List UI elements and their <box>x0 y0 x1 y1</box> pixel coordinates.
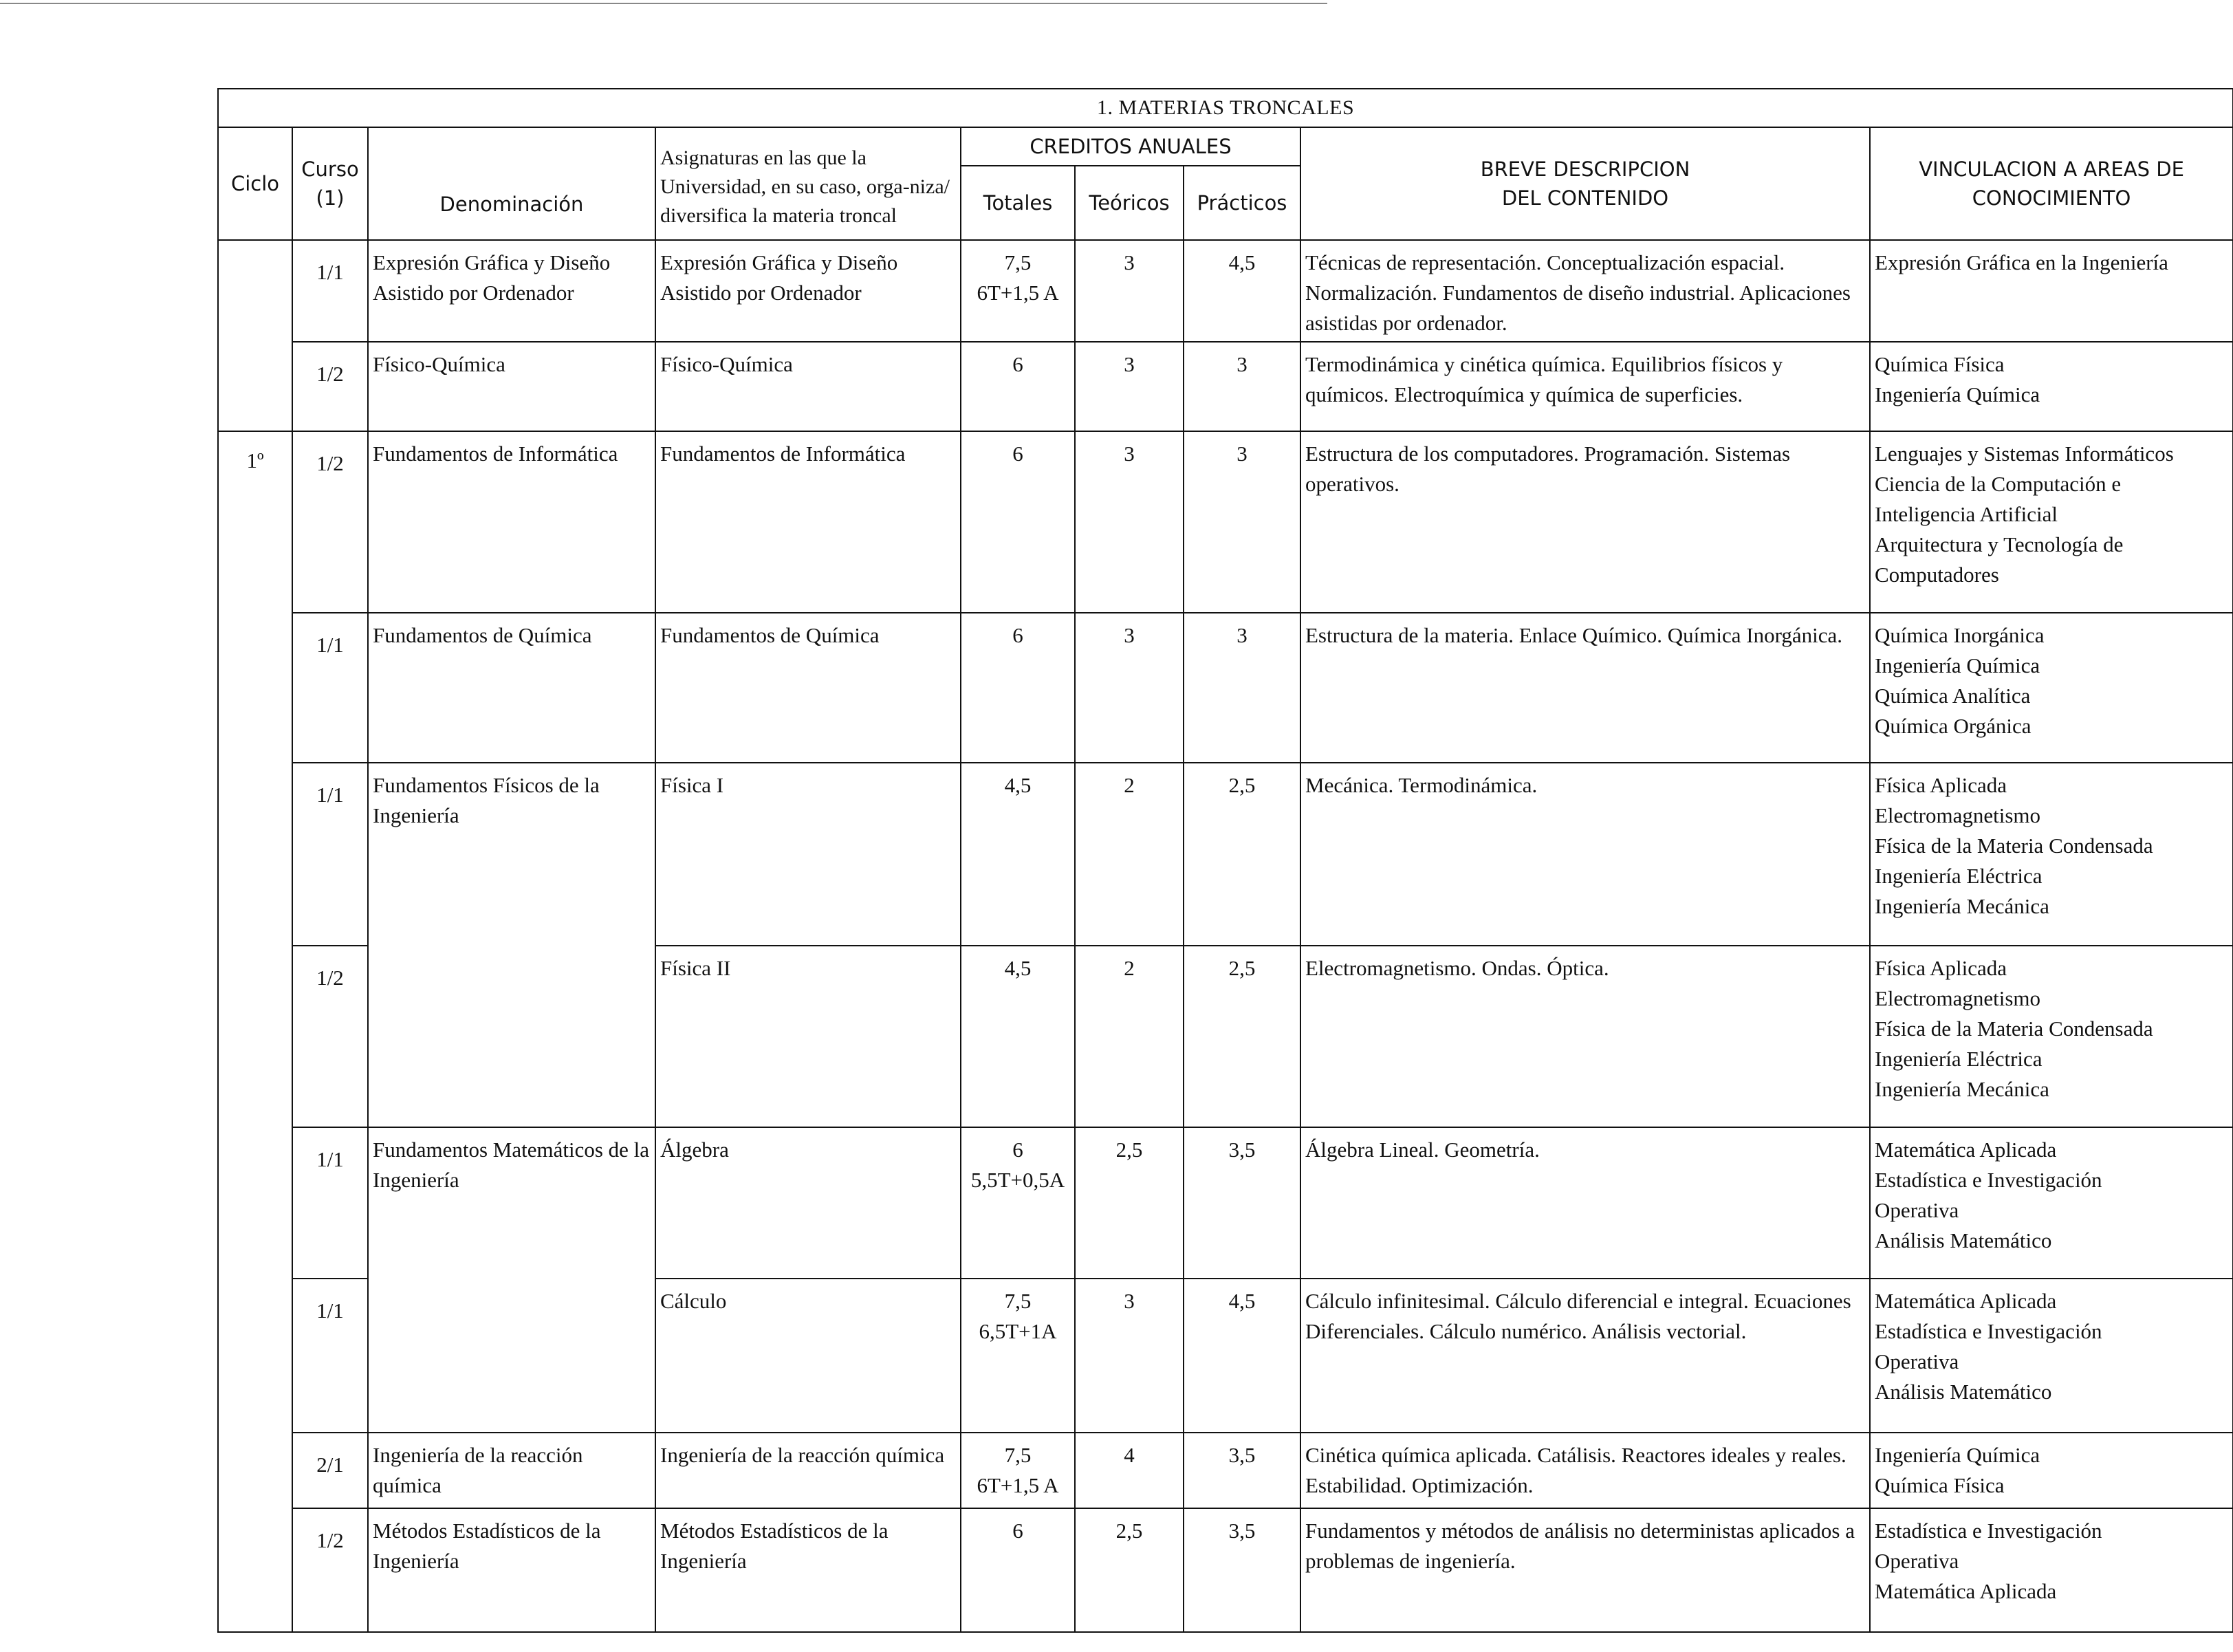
table-title: 1. MATERIAS TRONCALES <box>218 89 2233 127</box>
curso-cell: 1/2 <box>292 342 368 431</box>
area-item: Química Física <box>1875 352 2005 376</box>
table-row <box>218 613 2233 763</box>
totales-cell: 6 <box>961 342 1075 431</box>
asignatura-cell: Fundamentos de Química <box>655 613 961 763</box>
denominacion-cell: Fundamentos de Química <box>368 613 655 763</box>
areas-cell <box>1870 431 2233 613</box>
ciclo-cell: 1º <box>218 431 292 1632</box>
areas-cell <box>1870 1433 2233 1508</box>
teoricos-cell: 2,5 <box>1075 1508 1184 1632</box>
area-item: Operativa <box>1875 1349 1959 1373</box>
area-item: Operativa <box>1875 1198 1959 1222</box>
denominacion-cell: Métodos Estadísticos de la Ingeniería <box>368 1508 655 1632</box>
areas-cell <box>1870 240 2233 342</box>
areas-cell <box>1870 1127 2233 1279</box>
asignatura-cell: Métodos Estadísticos de la Ingeniería <box>655 1508 961 1632</box>
totales-cell: 4,5 <box>961 763 1075 946</box>
curso-cell: 1/1 <box>292 613 368 763</box>
area-item: Electromagnetismo <box>1875 803 2041 827</box>
totales-cell: 6 <box>961 613 1075 763</box>
curso-cell: 1/1 <box>292 240 368 342</box>
descripcion-cell: Electromagnetismo. Ondas. Óptica. <box>1300 946 1870 1127</box>
descripcion-cell: Fundamentos y métodos de análisis no deterministas aplicados a problemas de ingeniería. <box>1300 1508 1870 1632</box>
area-item: Matemática Aplicada <box>1875 1289 2057 1313</box>
areas-cell <box>1870 763 2233 946</box>
teoricos-cell: 3 <box>1075 1279 1184 1433</box>
header-ciclo: Ciclo <box>218 127 292 240</box>
asignatura-cell: Fundamentos de Informática <box>655 431 961 613</box>
areas-cell <box>1870 1279 2233 1433</box>
area-item: Ingeniería Química <box>1875 653 2040 677</box>
teoricos-cell: 2 <box>1075 763 1184 946</box>
practicos-cell: 3,5 <box>1184 1508 1300 1632</box>
descripcion-cell: Estructura de los computadores. Programación. Sistemas operativos. <box>1300 431 1870 613</box>
curso-cell: 1/1 <box>292 1279 368 1433</box>
descripcion-cell: Termodinámica y cinética química. Equilibrios físicos y químicos. Electroquímica y química de superficies. <box>1300 342 1870 431</box>
practicos-cell: 3 <box>1184 431 1300 613</box>
totales-cell: 7,5 6T+1,5 A <box>961 240 1075 342</box>
document-page <box>217 88 2232 1633</box>
curso-cell: 1/1 <box>292 1127 368 1279</box>
top-rule <box>0 3 1327 4</box>
area-item: Física de la Materia Condensada <box>1875 834 2153 858</box>
area-item: Ciencia de la Computación e <box>1875 472 2122 496</box>
curso-cell: 1/1 <box>292 763 368 946</box>
area-item: Expresión Gráfica en la Ingeniería <box>1875 250 2168 274</box>
denominacion-cell: Fundamentos de Informática <box>368 431 655 613</box>
header-practicos: Prácticos <box>1184 166 1300 240</box>
header-vinculacion: VINCULACION A AREAS DE CONOCIMIENTO <box>1870 127 2233 240</box>
area-item: Análisis Matemático <box>1875 1380 2052 1404</box>
area-item: Inteligencia Artificial <box>1875 502 2058 526</box>
areas-cell <box>1870 613 2233 763</box>
descripcion-cell: Álgebra Lineal. Geometría. <box>1300 1127 1870 1279</box>
totales-cell: 4,5 <box>961 946 1075 1127</box>
totales-cell: 6 5,5T+0,5A <box>961 1127 1075 1279</box>
areas-cell <box>1870 1508 2233 1632</box>
area-item: Física Aplicada <box>1875 956 2007 980</box>
header-teoricos: Teóricos <box>1075 166 1184 240</box>
teoricos-cell: 2 <box>1075 946 1184 1127</box>
ciclo-cell-empty <box>218 240 292 431</box>
practicos-cell: 3 <box>1184 613 1300 763</box>
curso-cell: 1/2 <box>292 1508 368 1632</box>
areas-cell <box>1870 342 2233 431</box>
area-item: Estadística e Investigación <box>1875 1519 2102 1543</box>
practicos-cell: 3 <box>1184 342 1300 431</box>
area-item: Ingeniería Química <box>1875 382 2040 406</box>
table-row <box>218 1508 2233 1632</box>
area-item: Física de la Materia Condensada <box>1875 1017 2153 1041</box>
asignatura-cell: Ingeniería de la reacción química <box>655 1433 961 1508</box>
practicos-cell: 4,5 <box>1184 240 1300 342</box>
area-item: Computadores <box>1875 563 1999 587</box>
table-row <box>218 342 2233 431</box>
area-item: Ingeniería Química <box>1875 1443 2040 1467</box>
materias-troncales-table <box>217 88 2233 1633</box>
table-row <box>218 1127 2233 1279</box>
teoricos-cell: 3 <box>1075 431 1184 613</box>
area-item: Química Inorgánica <box>1875 623 2045 647</box>
practicos-cell: 2,5 <box>1184 763 1300 946</box>
denominacion-cell: Expresión Gráfica y Diseño Asistido por Ordenador <box>368 240 655 342</box>
header-descripcion: BREVE DESCRIPCION DEL CONTENIDO <box>1300 127 1870 240</box>
teoricos-cell: 3 <box>1075 342 1184 431</box>
area-item: Análisis Matemático <box>1875 1228 2052 1252</box>
totales-cell: 7,5 6T+1,5 A <box>961 1433 1075 1508</box>
asignatura-cell: Físico-Química <box>655 342 961 431</box>
area-item: Matemática Aplicada <box>1875 1579 2057 1603</box>
totales-cell: 6 <box>961 1508 1075 1632</box>
header-curso: Curso (1) <box>292 127 368 240</box>
denominacion-cell: Ingeniería de la reacción química <box>368 1433 655 1508</box>
area-item: Química Orgánica <box>1875 714 2032 738</box>
curso-cell: 1/2 <box>292 946 368 1127</box>
table-row <box>218 763 2233 946</box>
header-denominacion: Denominación <box>368 127 655 240</box>
area-item: Electromagnetismo <box>1875 986 2041 1010</box>
curso-cell: 1/2 <box>292 431 368 613</box>
denominacion-cell: Fundamentos Matemáticos de la Ingeniería <box>368 1127 655 1433</box>
area-item: Ingeniería Mecánica <box>1875 1077 2049 1101</box>
area-item: Ingeniería Mecánica <box>1875 894 2049 918</box>
asignatura-cell: Física I <box>655 763 961 946</box>
area-item: Ingeniería Eléctrica <box>1875 864 2043 888</box>
area-item: Lenguajes y Sistemas Informáticos <box>1875 442 2174 466</box>
asignatura-cell: Física II <box>655 946 961 1127</box>
area-item: Ingeniería Eléctrica <box>1875 1047 2043 1071</box>
area-item: Matemática Aplicada <box>1875 1138 2057 1162</box>
teoricos-cell: 4 <box>1075 1433 1184 1508</box>
header-asignaturas: Asignaturas en las que la Universidad, en su caso, orga-niza/ diversifica la materia troncal <box>655 127 961 240</box>
teoricos-cell: 2,5 <box>1075 1127 1184 1279</box>
area-item: Química Física <box>1875 1473 2005 1497</box>
totales-cell: 7,5 6,5T+1A <box>961 1279 1075 1433</box>
area-item: Arquitectura y Tecnología de <box>1875 532 2124 556</box>
table-row <box>218 431 2233 613</box>
descripcion-cell: Estructura de la materia. Enlace Químico. Química Inorgánica. <box>1300 613 1870 763</box>
teoricos-cell: 3 <box>1075 240 1184 342</box>
totales-cell: 6 <box>961 431 1075 613</box>
area-item: Estadística e Investigación <box>1875 1168 2102 1192</box>
teoricos-cell: 3 <box>1075 613 1184 763</box>
curso-cell: 2/1 <box>292 1433 368 1508</box>
area-item: Física Aplicada <box>1875 773 2007 797</box>
asignatura-cell: Expresión Gráfica y Diseño Asistido por Ordenador <box>655 240 961 342</box>
denominacion-cell: Fundamentos Físicos de la Ingeniería <box>368 763 655 1127</box>
areas-cell <box>1870 946 2233 1127</box>
practicos-cell: 4,5 <box>1184 1279 1300 1433</box>
area-item: Operativa <box>1875 1549 1959 1573</box>
practicos-cell: 3,5 <box>1184 1127 1300 1279</box>
practicos-cell: 2,5 <box>1184 946 1300 1127</box>
practicos-cell: 3,5 <box>1184 1433 1300 1508</box>
header-totales: Totales <box>961 166 1075 240</box>
asignatura-cell: Cálculo <box>655 1279 961 1433</box>
header-creditos-anuales: CREDITOS ANUALES <box>961 127 1300 166</box>
area-item: Estadística e Investigación <box>1875 1319 2102 1343</box>
area-item: Química Analítica <box>1875 684 2031 708</box>
descripcion-cell: Cálculo infinitesimal. Cálculo diferencial e integral. Ecuaciones Diferenciales. Cálculo numérico. Análisis vectorial. <box>1300 1279 1870 1433</box>
descripcion-cell: Técnicas de representación. Conceptualización espacial. Normalización. Fundamentos de diseño industrial. Aplicaciones asistidas por ordenador. <box>1300 240 1870 342</box>
descripcion-cell: Cinética química aplicada. Catálisis. Reactores ideales y reales. Estabilidad. Optimización. <box>1300 1433 1870 1508</box>
asignatura-cell: Álgebra <box>655 1127 961 1279</box>
descripcion-cell: Mecánica. Termodinámica. <box>1300 763 1870 946</box>
table-row <box>218 240 2233 342</box>
denominacion-cell: Físico-Química <box>368 342 655 431</box>
table-row <box>218 1433 2233 1508</box>
